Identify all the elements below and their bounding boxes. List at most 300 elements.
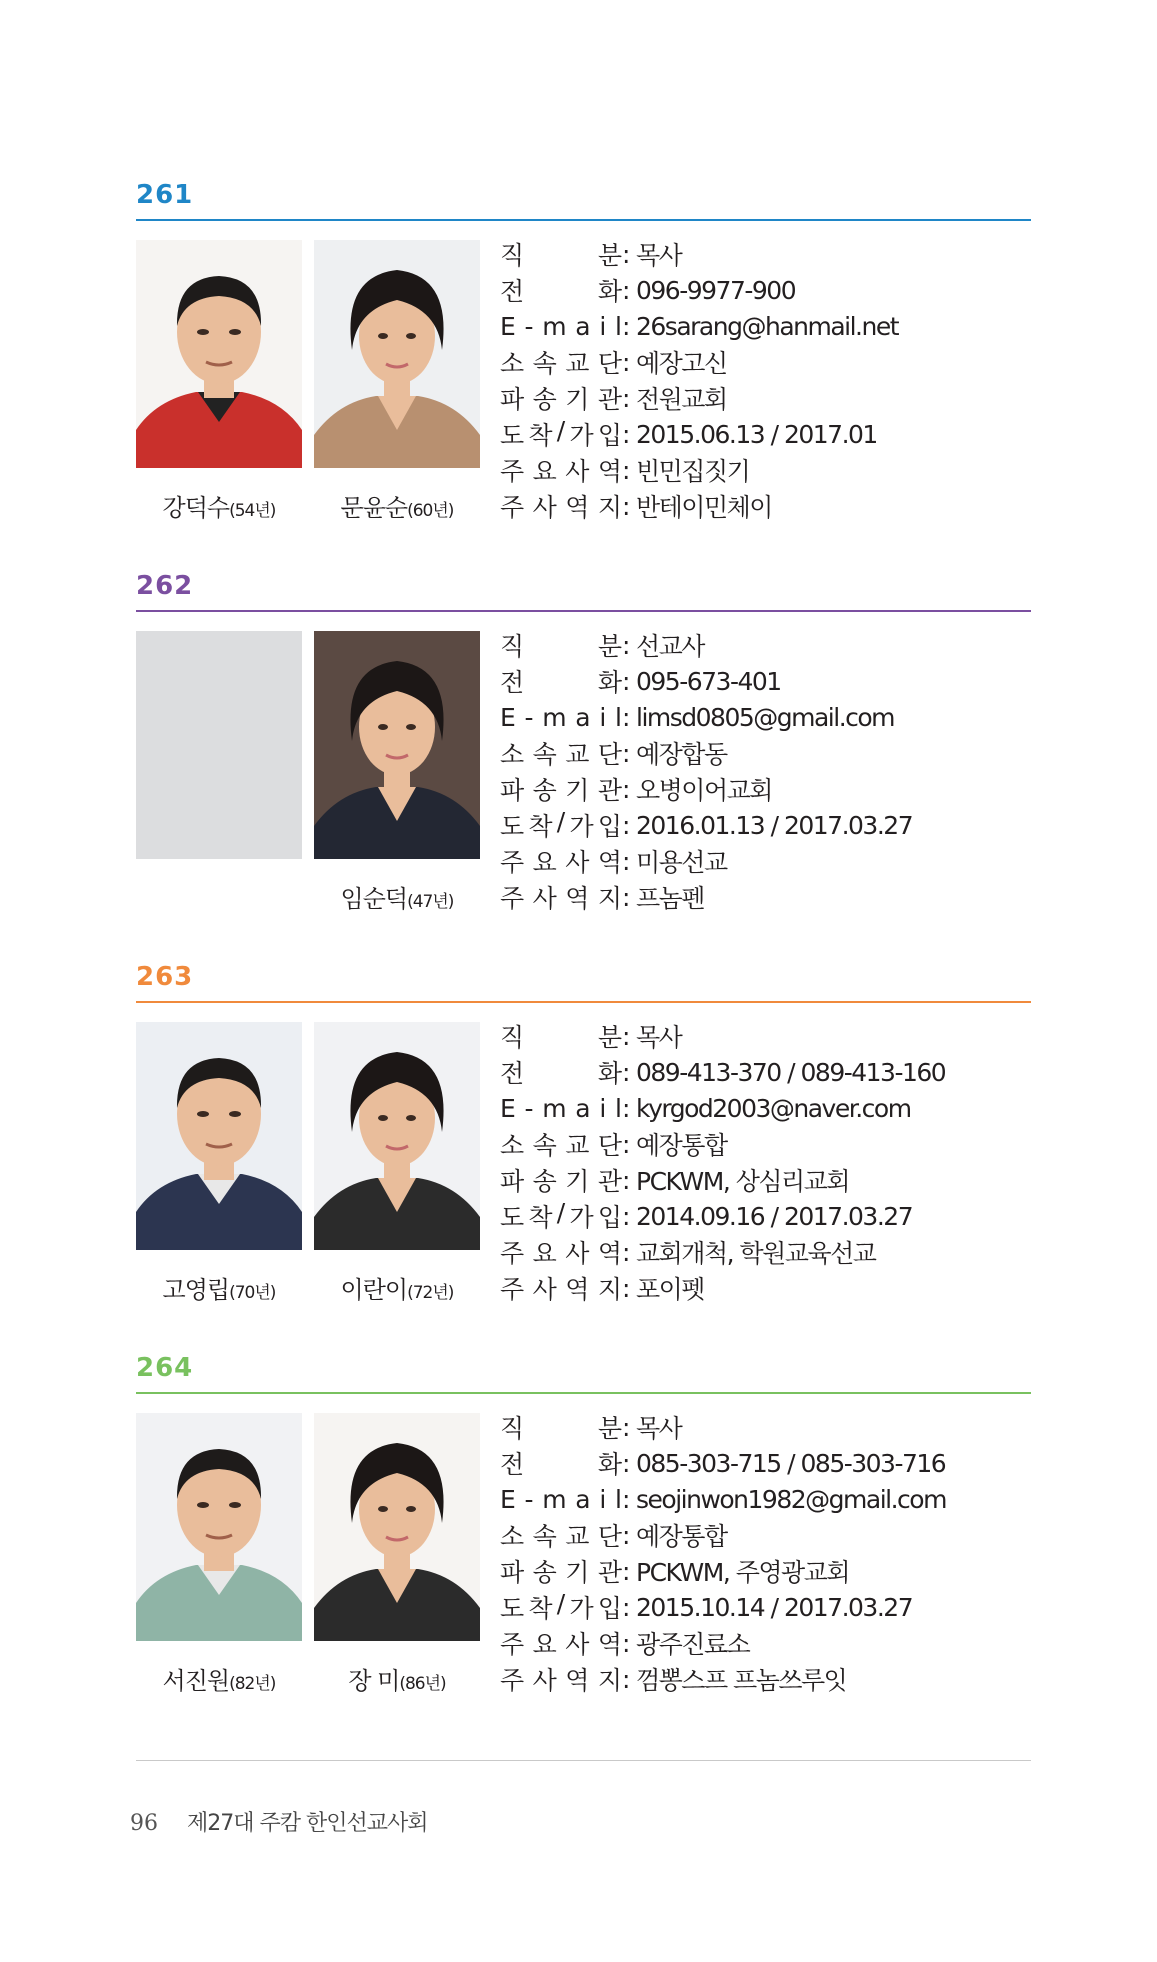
label-char: 주 (500, 1630, 525, 1659)
label-char: 사 (565, 1239, 590, 1268)
person-name: 문윤순 (340, 494, 408, 522)
phone-label (500, 1445, 622, 1481)
ministry-value: 교회개척, 학원교육선교 (636, 1239, 876, 1268)
person-name: 장 미 (348, 1667, 400, 1695)
ministry-label (500, 1625, 622, 1661)
email-label (500, 1485, 622, 1514)
entry-divider (136, 1001, 1031, 1003)
label-char: 화 (597, 668, 622, 697)
phone-label (500, 272, 622, 308)
label-char: 요 (532, 457, 557, 486)
label-char: 도 (500, 1203, 525, 1232)
arrival-value: 2014.09.16 / 2017.03.27 (636, 1201, 913, 1231)
label-char: 파 (500, 776, 525, 805)
region-label (500, 488, 622, 524)
label-char: 사 (565, 457, 590, 486)
phone-value: 089-413-370 / 089-413-160 (636, 1057, 946, 1087)
arrival-row (500, 1198, 1031, 1234)
region-value: 프놈펜 (636, 884, 704, 913)
label-colon: : (622, 1556, 631, 1586)
portrait-photo (136, 240, 302, 468)
ministry-label (500, 843, 622, 879)
entry-number: 263 (136, 962, 194, 992)
label-char: 송 (532, 776, 557, 805)
label-colon: : (622, 666, 631, 696)
label-char: m (542, 702, 567, 732)
email-row (500, 699, 1031, 735)
info-block (500, 1018, 1031, 1306)
label-colon: : (622, 1021, 631, 1051)
ministry-row (500, 1234, 1031, 1270)
person-name: 고영립 (162, 1276, 230, 1304)
label-char: a (575, 702, 591, 732)
label-char: 역 (597, 848, 622, 877)
label-char: 역 (565, 1666, 590, 1695)
label-char: 역 (565, 493, 590, 522)
label-char: l (614, 702, 622, 732)
portrait-photo (136, 1022, 302, 1250)
label-char: 사 (565, 848, 590, 877)
agency-label (500, 380, 622, 416)
person-caption (314, 488, 480, 523)
label-colon: : (622, 1412, 631, 1442)
label-char: 단 (597, 740, 622, 769)
phone-label (500, 1054, 622, 1090)
label-char: 소 (500, 1522, 525, 1551)
region-row (500, 1661, 1031, 1697)
info-block (500, 1409, 1031, 1697)
label-char: 역 (597, 1239, 622, 1268)
missionary-entry (136, 1353, 1031, 1733)
label-char: 역 (597, 457, 622, 486)
ministry-value: 미용선교 (636, 848, 727, 877)
denomination-label (500, 1126, 622, 1162)
denomination-row (500, 1126, 1031, 1162)
label-colon: : (622, 239, 631, 269)
label-char: 관 (597, 776, 622, 805)
label-colon: : (622, 882, 631, 912)
email-label (500, 312, 622, 341)
phone-row (500, 663, 1031, 699)
label-char: 기 (565, 1167, 590, 1196)
person-name: 이란이 (340, 1276, 408, 1304)
label-char: 주 (500, 493, 525, 522)
label-colon: : (622, 810, 631, 840)
label-char: E (500, 1484, 516, 1514)
label-char: - (524, 1093, 534, 1123)
label-char: 주 (500, 848, 525, 877)
label-colon: : (622, 311, 631, 341)
denomination-value: 예장합동 (636, 740, 727, 769)
label-colon: : (622, 774, 631, 804)
label-char: 역 (565, 1275, 590, 1304)
label-colon: : (622, 630, 631, 660)
label-char: i (599, 1093, 607, 1123)
arrival-value: 2015.10.14 / 2017.03.27 (636, 1592, 913, 1622)
agency-value: PCKWM, 주영광교회 (636, 1558, 849, 1587)
agency-row (500, 1553, 1031, 1589)
phone-value: 095-673-401 (636, 666, 781, 696)
label-colon: : (622, 419, 631, 449)
person-caption (314, 1270, 480, 1305)
birth-year: (70년) (229, 1283, 276, 1303)
position-label (500, 1409, 622, 1445)
label-colon: : (622, 1273, 631, 1303)
entry-divider (136, 219, 1031, 221)
position-value: 목사 (636, 241, 682, 270)
ministry-value: 빈민집짓기 (636, 457, 750, 486)
label-char: 착 (528, 1594, 553, 1623)
position-label (500, 627, 622, 663)
label-colon: : (622, 275, 631, 305)
label-char: 화 (597, 1450, 622, 1479)
position-row (500, 236, 1031, 272)
email-label (500, 1094, 622, 1123)
label-char: E (500, 1093, 516, 1123)
label-colon: : (622, 1448, 631, 1478)
label-char: 관 (597, 1558, 622, 1587)
agency-value: PCKWM, 상심리교회 (636, 1167, 849, 1196)
missionary-entry (136, 962, 1031, 1342)
ministry-row (500, 1625, 1031, 1661)
email-row (500, 1481, 1031, 1517)
email-label (500, 703, 622, 732)
label-colon: : (622, 491, 631, 521)
label-char: E (500, 702, 516, 732)
label-char: 속 (532, 740, 557, 769)
label-char: 화 (597, 1059, 622, 1088)
entry-number: 262 (136, 571, 194, 601)
label-char: 도 (500, 812, 525, 841)
entry-divider (136, 610, 1031, 612)
phone-row (500, 1445, 1031, 1481)
denomination-label (500, 1517, 622, 1553)
label-char: 분 (597, 632, 622, 661)
phone-value: 096-9977-900 (636, 275, 796, 305)
arrival-label (500, 807, 622, 843)
agency-row (500, 1162, 1031, 1198)
phone-row (500, 1054, 1031, 1090)
info-block (500, 236, 1031, 524)
email-row (500, 308, 1031, 344)
label-char: 소 (500, 1131, 525, 1160)
label-char: 소 (500, 349, 525, 378)
position-row (500, 627, 1031, 663)
label-char: 입 (597, 1594, 622, 1623)
label-char: 송 (532, 1167, 557, 1196)
page-footer (130, 1806, 428, 1837)
email-value: 26sarang@hanmail.net (636, 311, 899, 341)
phone-value: 085-303-715 / 085-303-716 (636, 1448, 946, 1478)
label-char: a (575, 1093, 591, 1123)
person-name: 서진원 (162, 1667, 230, 1695)
position-value: 목사 (636, 1414, 682, 1443)
label-char: l (614, 1093, 622, 1123)
footer-divider (136, 1760, 1031, 1761)
label-char: 가 (569, 1203, 594, 1232)
region-label (500, 1270, 622, 1306)
label-char: 기 (565, 1558, 590, 1587)
person-caption (314, 1661, 480, 1696)
label-char: m (542, 1093, 567, 1123)
agency-value: 전원교회 (636, 385, 727, 414)
label-char: l (614, 1484, 622, 1514)
label-char: 요 (532, 1239, 557, 1268)
region-value: 반테이민체이 (636, 493, 772, 522)
page-number: 96 (130, 1811, 158, 1836)
label-colon: : (622, 1664, 631, 1694)
label-colon: : (622, 1165, 631, 1195)
position-label (500, 236, 622, 272)
arrival-value: 2015.06.13 / 2017.01 (636, 419, 877, 449)
label-char: E (500, 311, 516, 341)
region-row (500, 488, 1031, 524)
denomination-label (500, 344, 622, 380)
agency-label (500, 1162, 622, 1198)
label-char: 착 (528, 812, 553, 841)
agency-row (500, 380, 1031, 416)
denomination-value: 예장고신 (636, 349, 727, 378)
region-label (500, 879, 622, 915)
email-value: kyrgod2003@naver.com (636, 1093, 911, 1123)
label-char: - (524, 702, 534, 732)
person-caption (314, 879, 480, 914)
label-char: / (556, 1589, 566, 1618)
label-char: 주 (500, 1239, 525, 1268)
label-char: 직 (500, 1414, 525, 1443)
label-char: 요 (532, 1630, 557, 1659)
region-label (500, 1661, 622, 1697)
label-char: 기 (565, 385, 590, 414)
agency-label (500, 1553, 622, 1589)
denomination-row (500, 344, 1031, 380)
label-char: 송 (532, 1558, 557, 1587)
label-char: 단 (597, 1131, 622, 1160)
person-name: 강덕수 (162, 494, 230, 522)
agency-row (500, 771, 1031, 807)
label-char: 기 (565, 776, 590, 805)
person-caption (136, 488, 302, 523)
birth-year: (60년) (407, 501, 454, 521)
label-char: 교 (565, 349, 590, 378)
denomination-value: 예장통합 (636, 1522, 727, 1551)
entry-number: 261 (136, 180, 194, 210)
label-char: 분 (597, 1023, 622, 1052)
denomination-row (500, 735, 1031, 771)
label-char: 교 (565, 740, 590, 769)
label-char: 속 (532, 1522, 557, 1551)
person-caption (136, 1661, 302, 1696)
position-row (500, 1018, 1031, 1054)
label-char: 파 (500, 385, 525, 414)
denomination-value: 예장통합 (636, 1131, 727, 1160)
label-char: 관 (597, 1167, 622, 1196)
label-char: 직 (500, 241, 525, 270)
arrival-label (500, 1589, 622, 1625)
position-value: 목사 (636, 1023, 682, 1052)
publication-title: 제27대 주캄 한인선교사회 (187, 1811, 428, 1836)
label-char: 직 (500, 632, 525, 661)
label-char: 사 (532, 493, 557, 522)
ministry-row (500, 843, 1031, 879)
birth-year: (54년) (229, 501, 276, 521)
label-char: 입 (597, 421, 622, 450)
label-char: - (524, 311, 534, 341)
label-colon: : (622, 1093, 631, 1123)
label-char: 전 (500, 668, 525, 697)
person-caption (136, 1270, 302, 1305)
denomination-label (500, 735, 622, 771)
label-colon: : (622, 1129, 631, 1159)
label-colon: : (622, 702, 631, 732)
label-char: 단 (597, 349, 622, 378)
label-char: 파 (500, 1558, 525, 1587)
arrival-row (500, 807, 1031, 843)
label-char: 사 (565, 1630, 590, 1659)
birth-year: (72년) (407, 1283, 454, 1303)
label-char: 송 (532, 385, 557, 414)
label-char: 가 (569, 421, 594, 450)
label-colon: : (622, 1484, 631, 1514)
email-value: limsd0805@gmail.com (636, 702, 895, 732)
ministry-label (500, 452, 622, 488)
person-name: 임순덕 (340, 885, 408, 913)
label-char: 지 (597, 493, 622, 522)
agency-value: 오병이어교회 (636, 776, 772, 805)
label-char: a (575, 1484, 591, 1514)
portrait-photo (136, 1413, 302, 1641)
photo-placeholder (136, 631, 302, 859)
label-char: a (575, 311, 591, 341)
label-char: 소 (500, 740, 525, 769)
denomination-row (500, 1517, 1031, 1553)
label-char: m (542, 1484, 567, 1514)
label-colon: : (622, 1057, 631, 1087)
portrait-photo (314, 631, 480, 859)
arrival-row (500, 1589, 1031, 1625)
agency-label (500, 771, 622, 807)
label-char: 주 (500, 884, 525, 913)
ministry-label (500, 1234, 622, 1270)
portrait-photo (314, 1022, 480, 1250)
label-char: 주 (500, 457, 525, 486)
birth-year: (47년) (407, 892, 454, 912)
label-char: / (556, 807, 566, 836)
missionary-entry (136, 571, 1031, 951)
ministry-row (500, 452, 1031, 488)
label-char: 지 (597, 884, 622, 913)
birth-year: (86년) (399, 1674, 446, 1694)
arrival-label (500, 416, 622, 452)
label-char: 역 (597, 1630, 622, 1659)
label-char: i (599, 702, 607, 732)
label-char: 분 (597, 1414, 622, 1443)
position-value: 선교사 (636, 632, 704, 661)
label-char: i (599, 311, 607, 341)
label-colon: : (622, 347, 631, 377)
ministry-value: 광주진료소 (636, 1630, 750, 1659)
label-char: 역 (565, 884, 590, 913)
label-char: 착 (528, 421, 553, 450)
label-colon: : (622, 455, 631, 485)
label-colon: : (622, 1201, 631, 1231)
label-char: 단 (597, 1522, 622, 1551)
label-char: i (599, 1484, 607, 1514)
label-char: 관 (597, 385, 622, 414)
label-char: m (542, 311, 567, 341)
label-char: 요 (532, 848, 557, 877)
email-row (500, 1090, 1031, 1126)
label-char: / (556, 1198, 566, 1227)
label-char: 입 (597, 1203, 622, 1232)
label-char: 사 (532, 1275, 557, 1304)
email-value: seojinwon1982@gmail.com (636, 1484, 946, 1514)
label-char: 전 (500, 1059, 525, 1088)
label-char: - (524, 1484, 534, 1514)
label-colon: : (622, 1592, 631, 1622)
region-row (500, 1270, 1031, 1306)
label-char: 사 (532, 884, 557, 913)
arrival-row (500, 416, 1031, 452)
label-char: 가 (569, 812, 594, 841)
label-char: 지 (597, 1666, 622, 1695)
position-row (500, 1409, 1031, 1445)
label-char: 주 (500, 1666, 525, 1695)
label-colon: : (622, 1628, 631, 1658)
label-char: 전 (500, 277, 525, 306)
label-colon: : (622, 1520, 631, 1550)
label-char: 사 (532, 1666, 557, 1695)
label-char: 전 (500, 1450, 525, 1479)
label-colon: : (622, 1237, 631, 1267)
region-row (500, 879, 1031, 915)
label-char: 가 (569, 1594, 594, 1623)
phone-row (500, 272, 1031, 308)
label-char: 분 (597, 241, 622, 270)
label-char: 교 (565, 1131, 590, 1160)
label-colon: : (622, 846, 631, 876)
phone-label (500, 663, 622, 699)
label-char: 화 (597, 277, 622, 306)
birth-year: (82년) (229, 1674, 276, 1694)
label-char: 입 (597, 812, 622, 841)
label-char: 도 (500, 1594, 525, 1623)
label-char: 지 (597, 1275, 622, 1304)
label-char: 속 (532, 349, 557, 378)
region-value: 껌뽕스프 프놈쓰루잇 (636, 1666, 847, 1695)
portrait-photo (314, 1413, 480, 1641)
info-block (500, 627, 1031, 915)
position-label (500, 1018, 622, 1054)
label-char: 교 (565, 1522, 590, 1551)
label-char: 직 (500, 1023, 525, 1052)
label-char: 속 (532, 1131, 557, 1160)
label-char: / (556, 416, 566, 445)
label-colon: : (622, 383, 631, 413)
entry-divider (136, 1392, 1031, 1394)
missionary-entry (136, 180, 1031, 560)
region-value: 포이펫 (636, 1275, 704, 1304)
arrival-label (500, 1198, 622, 1234)
entry-number: 264 (136, 1353, 194, 1383)
label-colon: : (622, 738, 631, 768)
label-char: 주 (500, 1275, 525, 1304)
label-char: 파 (500, 1167, 525, 1196)
portrait-photo (314, 240, 480, 468)
label-char: 착 (528, 1203, 553, 1232)
label-char: 도 (500, 421, 525, 450)
arrival-value: 2016.01.13 / 2017.03.27 (636, 810, 913, 840)
